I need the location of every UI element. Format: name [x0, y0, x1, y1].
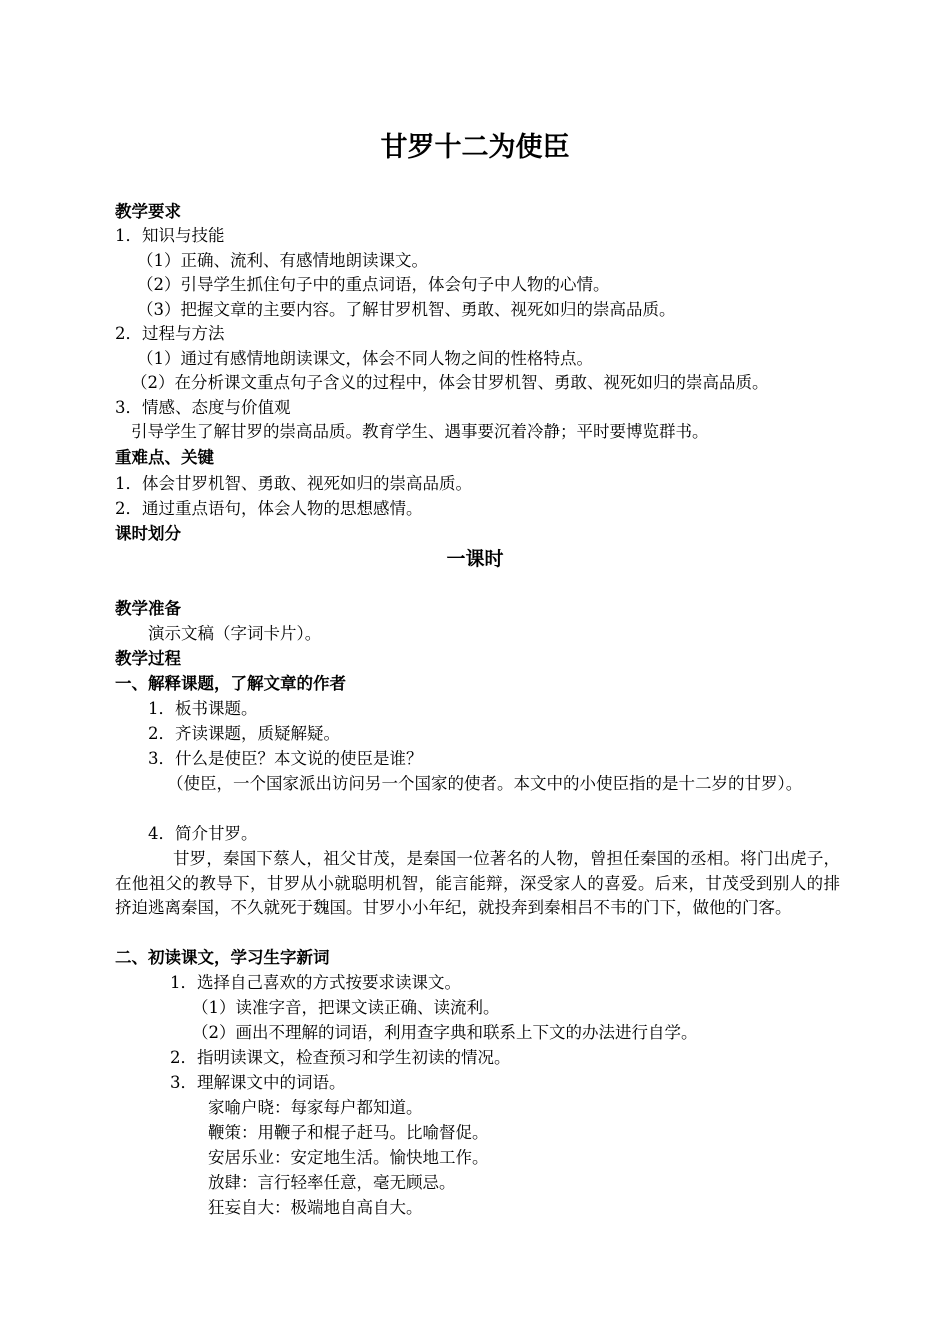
list-item: （2）在分析课文重点句子含义的过程中，体会甘罗机智、勇敢、视死如归的崇高品质。 [131, 373, 769, 392]
list-item: 1．知识与技能 [115, 226, 225, 245]
list-item: 引导学生了解甘罗的崇高品质。教育学生、遇事要沉着冷静；平时要博览群书。 [131, 422, 709, 441]
process-step-heading: 一、解释课题，了解文章的作者 [115, 674, 346, 693]
vocab-item: 狂妄自大：极端地自高自大。 [208, 1198, 423, 1217]
section-heading-process: 教学过程 [115, 649, 181, 668]
intro-paragraph: 甘罗，秦国下蔡人，祖父甘茂，是秦国一位著名的人物，曾担任秦国的丞相。将门出虎子，在他祖父的教导下，甘罗从小就聪明机智，能言能辩，深受家人的喜爱。后来，甘茂受到别人的排挤迫逃离秦国，不久就死于魏国。甘罗小小年纪，就投奔到秦相吕不韦的门下，做他的门客。 [115, 849, 840, 917]
list-item: 3．什么是使臣？本文说的使臣是谁？ [148, 749, 423, 768]
process-step-heading: 二、初读课文，学习生字新词 [115, 948, 330, 967]
section-heading-preparation: 教学准备 [115, 599, 181, 618]
list-item: （2）引导学生抓住句子中的重点词语，体会句子中人物的心情。 [137, 275, 610, 294]
list-item: 1．选择自己喜欢的方式按要求读课文。 [170, 973, 461, 992]
list-item: 1．板书课题。 [148, 699, 258, 718]
preparation-text: 演示文稿（字词卡片）。 [148, 624, 322, 643]
section-heading-requirements: 教学要求 [115, 202, 181, 221]
explanation-paragraph: （使臣，一个国家派出访问另一个国家的使者。本文中的小使臣指的是十二岁的甘罗）。 [167, 774, 803, 793]
vocab-item: 安居乐业：安定地生活。愉快地工作。 [208, 1148, 489, 1167]
list-item: （2）画出不理解的词语，利用查字典和联系上下文的办法进行自学。 [192, 1023, 698, 1042]
vocab-item: 家喻户晓：每家每户都知道。 [208, 1098, 423, 1117]
list-item: （1）正确、流利、有感情地朗读课文。 [137, 251, 428, 270]
list-item: 2．通过重点语句，体会人物的思想感情。 [115, 499, 423, 518]
list-item: 2．指明读课文，检查预习和学生初读的情况。 [170, 1048, 511, 1067]
list-item: 1．体会甘罗机智、勇敢、视死如归的崇高品质。 [115, 474, 472, 493]
list-item: （3）把握文章的主要内容。了解甘罗机智、勇敢、视死如归的崇高品质。 [137, 300, 676, 319]
list-item: 3．情感、态度与价值观 [115, 398, 291, 417]
vocab-item: 鞭策：用鞭子和棍子赶马。比喻督促。 [208, 1123, 489, 1142]
list-item: （1）读准字音，把课文读正确、读流利。 [192, 998, 500, 1017]
list-item: 4．简介甘罗。 [148, 824, 258, 843]
section-heading-key-points: 重难点、关键 [115, 448, 214, 467]
list-item: 2．过程与方法 [115, 324, 225, 343]
vocab-item: 放肆：言行轻率任意，毫无顾忌。 [208, 1173, 456, 1192]
document-title: 甘罗十二为使臣 [380, 132, 570, 163]
list-item: 2．齐读课题，质疑解疑。 [148, 724, 340, 743]
list-item: （1）通过有感情地朗读课文，体会不同人物之间的性格特点。 [137, 349, 593, 368]
lesson-count-heading: 一课时 [446, 548, 504, 570]
list-item: 3．理解课文中的词语。 [170, 1073, 346, 1092]
section-heading-lesson-division: 课时划分 [115, 524, 181, 543]
